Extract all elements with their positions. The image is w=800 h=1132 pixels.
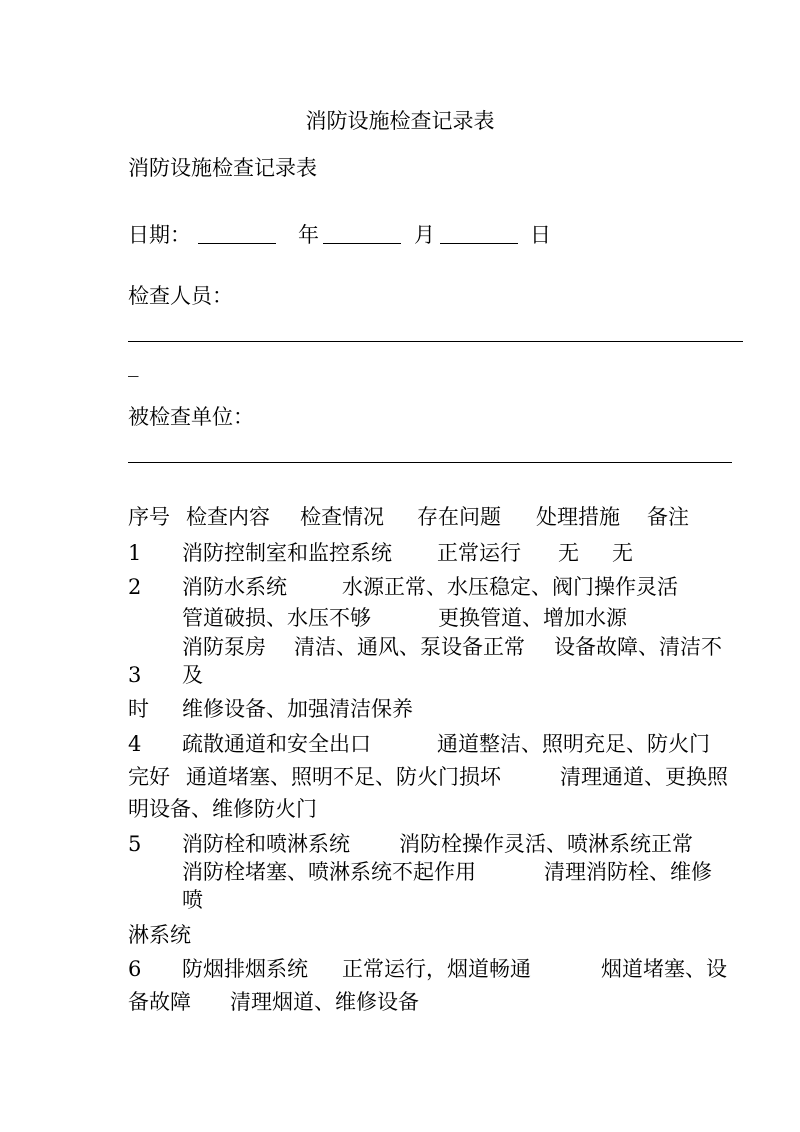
inspector-label: 检查人员： (128, 284, 233, 308)
row1-action: 无 (612, 541, 633, 565)
row6-status: 正常运行，烟道畅通 (342, 957, 531, 981)
row3-action: 维修设备、加强清洁保养 (182, 697, 413, 721)
inspector-blank-tail: _ (128, 353, 139, 377)
date-label: 日期： (128, 223, 191, 247)
row6-action: 清理烟道、维修设备 (230, 990, 419, 1014)
row6-no: 6 (128, 957, 142, 981)
row1-item: 消防控制室和监控系统 (182, 541, 392, 565)
month-blank (323, 243, 401, 244)
row4-status-a: 通道整洁、照明充足、防火门 (437, 732, 710, 756)
row4-status-b: 完好 (128, 765, 170, 789)
row4-no: 4 (128, 732, 142, 756)
row1-status: 正常运行 (437, 541, 521, 565)
row2-problem: 管道破损、水压不够 (182, 606, 371, 630)
header-action: 处理措施 (536, 505, 620, 529)
header-status: 检查情况 (300, 505, 384, 529)
year-blank (198, 243, 276, 244)
row4-action-a: 清理通道、更换照 (560, 765, 728, 789)
inspector-blank (128, 341, 743, 342)
row2-item: 消防水系统 (182, 575, 287, 599)
row5-action-a: 清理消防栓、维修 (544, 860, 712, 884)
row5-action-b: 喷 (182, 888, 203, 912)
row3-status: 清洁、通风、泵设备正常 (294, 635, 525, 659)
row1-problem: 无 (558, 541, 579, 565)
row4-item: 疏散通道和安全出口 (182, 732, 371, 756)
unit-blank (128, 462, 732, 463)
day-blank (440, 243, 518, 244)
row5-no: 5 (128, 832, 142, 856)
row2-no: 2 (128, 575, 142, 599)
header-problem: 存在问题 (417, 505, 501, 529)
header-no: 序号 (128, 505, 170, 529)
unit-label: 被检查单位： (128, 405, 254, 429)
subtitle: 消防设施检查记录表 (128, 156, 317, 180)
row5-item: 消防栓和喷淋系统 (182, 832, 350, 856)
row6-problem-b: 备故障 (128, 990, 191, 1014)
row2-action: 更换管道、增加水源 (438, 606, 627, 630)
month-label: 月 (414, 223, 435, 247)
day-label: 日 (530, 223, 551, 247)
header-remark: 备注 (647, 505, 689, 529)
page-title: 消防设施检查记录表 (305, 109, 495, 133)
row2-status: 水源正常、水压稳定、阀门操作灵活 (342, 575, 678, 599)
header-item: 检查内容 (186, 505, 270, 529)
row5-action-c: 淋系统 (128, 923, 191, 947)
row3-problem-a: 设备故障、清洁不 (554, 635, 722, 659)
row4-action-b: 明设备、维修防火门 (128, 797, 317, 821)
row1-no: 1 (128, 541, 142, 565)
row3-item: 消防泵房 (182, 635, 266, 659)
row6-problem-a: 烟道堵塞、设 (601, 957, 727, 981)
row6-item: 防烟排烟系统 (182, 957, 308, 981)
row3-no: 3 (128, 663, 142, 687)
row3-problem-c: 时 (128, 697, 149, 721)
row3-problem-b: 及 (182, 663, 203, 687)
row4-problem: 通道堵塞、照明不足、防火门损坏 (186, 765, 501, 789)
row5-status: 消防栓操作灵活、喷淋系统正常 (399, 832, 693, 856)
row5-problem: 消防栓堵塞、喷淋系统不起作用 (182, 860, 476, 884)
year-label: 年 (298, 223, 319, 247)
